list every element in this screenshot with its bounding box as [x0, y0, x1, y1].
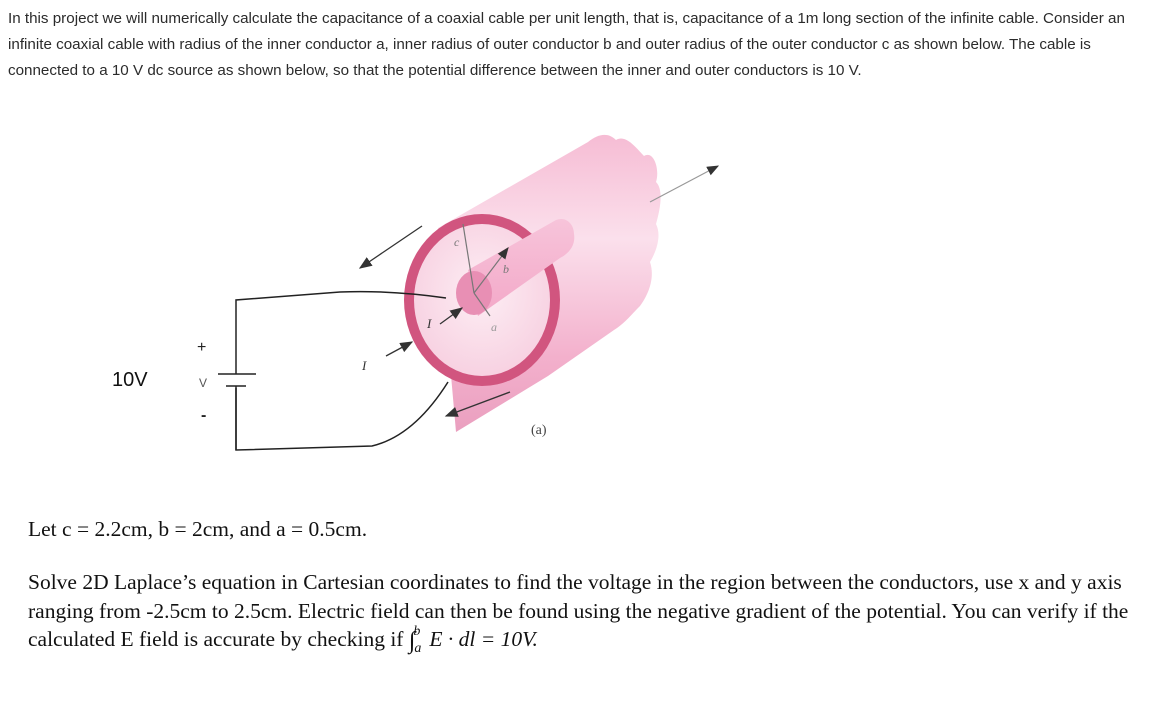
givens-line: Let c = 2.2cm, b = 2cm, and a = 0.5cm. [28, 517, 368, 541]
label-I-top: I [427, 316, 432, 331]
figure-caption: (a) [531, 423, 547, 438]
source-voltage-label: 10V [112, 369, 148, 391]
integrand: E · dl = 10V. [429, 627, 538, 651]
solve-text: Solve 2D Laplace’s equation in Cartesian coordinates to find the voltage in the region between the conductors, use x and y axis ranging from -2.5cm to 2.5cm. Electric field can then be found using the negative gradient of the potential. You can verify if the calculated E field is accurate by checking if [28, 570, 1129, 651]
integral-lower-limit: a [414, 641, 422, 656]
solve-paragraph [28, 568, 1138, 658]
plus-sign: + [197, 339, 207, 356]
problem-statement [28, 516, 1138, 658]
v-label: V [199, 376, 208, 390]
wire-negative [236, 382, 448, 450]
minus-sign: - [201, 407, 207, 424]
cable-diagram [0, 120, 1160, 490]
label-I-bottom: I [362, 358, 367, 373]
label-b: b [503, 262, 509, 276]
label-c: c [454, 235, 460, 249]
coaxial-cable-figure [0, 120, 1160, 490]
integral-symbol: ∫ [408, 628, 416, 654]
current-arrow-outer [386, 342, 412, 356]
intro-paragraph: In this project we will numerically calculate the capacitance of a coaxial cable per unit length, that is, capacitance of a 1m long section of the infinite cable. Consider an infinite coaxial cable with radius of the inner conductor a, inner radius of outer conductor b and outer radius of the outer conductor c as shown below. The cable is connected to a 10 V dc source as shown below, so that the potential difference between the inner and outer conductors is 10 V. [8, 10, 1125, 79]
axis-arrow [650, 166, 718, 202]
integral-upper-limit: b [413, 624, 421, 639]
verification-integral [408, 624, 538, 656]
label-a: a [491, 320, 497, 334]
